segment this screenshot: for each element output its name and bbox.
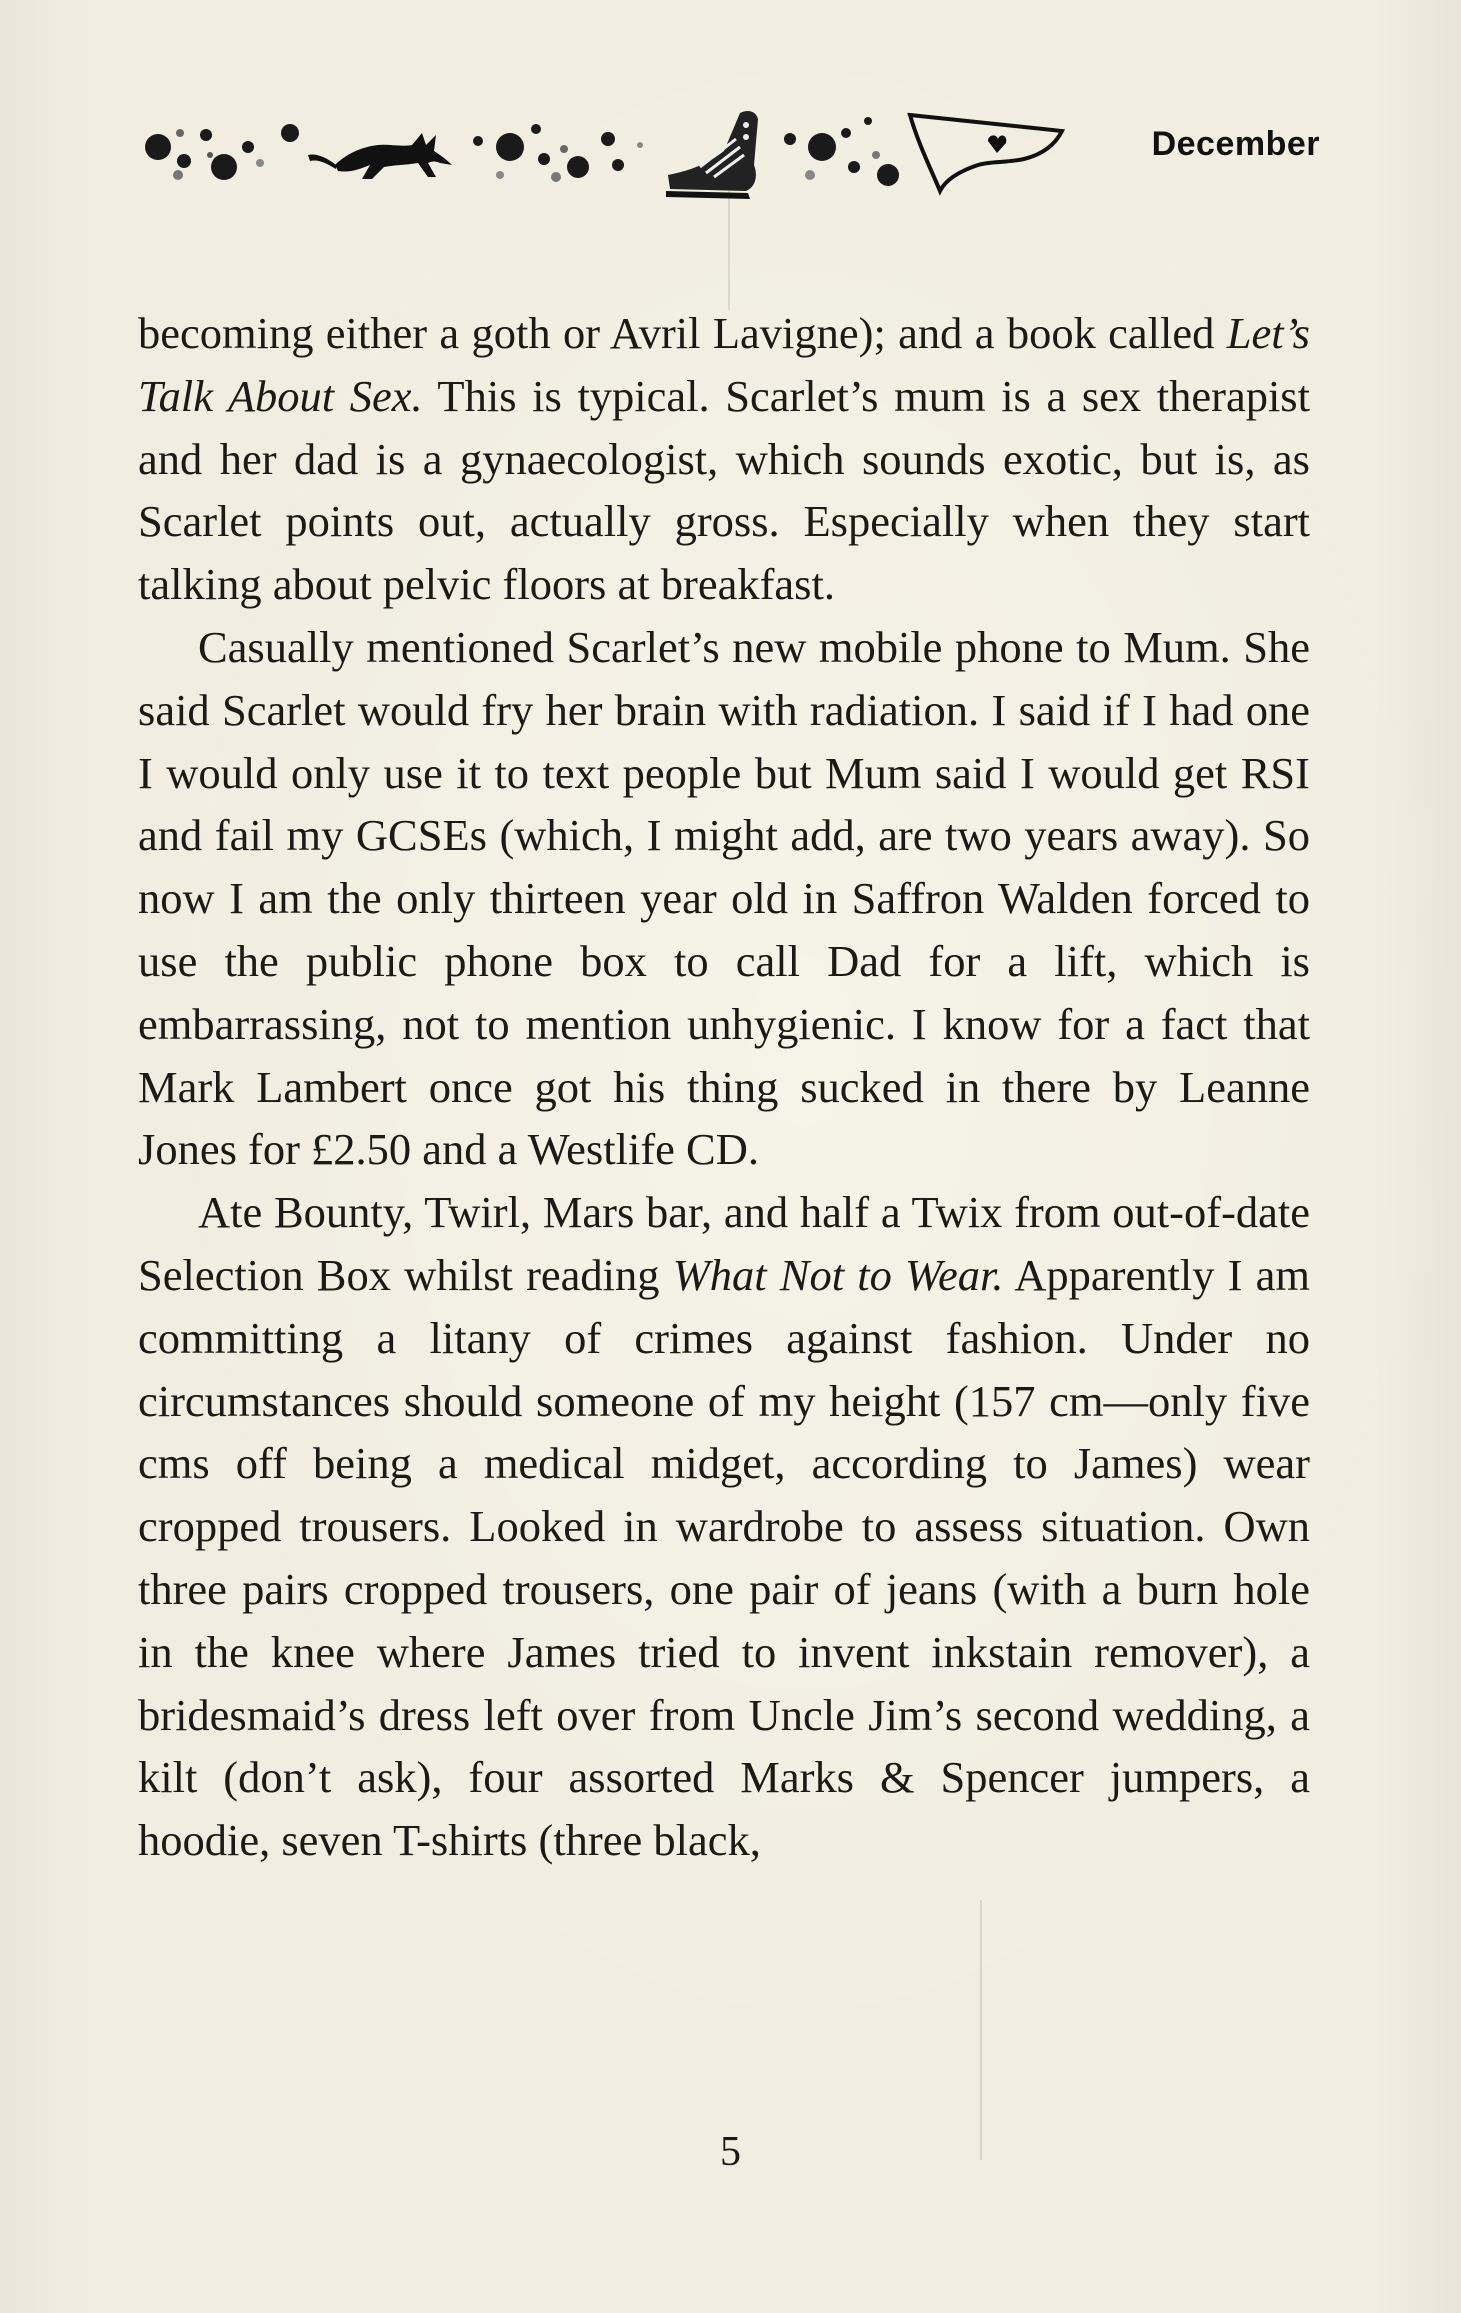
body-text <box>138 302 1310 1872</box>
book-title: What Not to Wear. <box>672 1249 1004 1300</box>
header-ornament <box>140 95 1100 205</box>
text-run: Casually mentioned Scarlet’s new mobile phone to Mum. She said Scarlet would fry her brain with radiation. I said if I had one I would only use it to text people but Mum said I would get RSI and fail my GCSEs (which, I might add, are two years away). So now I am the only thirteen year old in Saffron Walden forced to use the public phone box to call Dad for a lift, which is embarrassing, not to mention unhygienic. I know for a fact that Mark Lambert once got his thing sucked in there by Leanne Jones for £2.50 and a Westlife CD. <box>138 621 1310 1175</box>
running-cat-icon <box>308 133 452 179</box>
paragraph <box>138 616 1310 1181</box>
paper-mark <box>980 1900 982 2160</box>
text-run: becoming either a goth or Avril Lavigne); and a book called <box>138 308 1227 358</box>
running-header <box>140 95 1320 205</box>
text-run: Apparently I am committing a litany of crimes against fashion. Under no circumstances should someone of my height (157 cm—only five cms off being a medical midget, according to James) wear cropped trousers. Looked in wardrobe to assess situation. Own three pairs cropped trousers, one pair of jeans (with a burn hole in the knee where James tried to invent inkstain remover), a bridesmaid’s dress left over from Uncle Jim’s second wedding, a kilt (don’t ask), four assorted Marks & Spencer jumpers, a hoodie, seven T-shirts (three black, <box>138 1249 1310 1866</box>
text-run: This is typical. Scarlet’s mum is a sex therapist and her dad is a gynaecologist, which sounds exotic, but is, as Scarlet points out, actually gross. Especially when they start talking about pelvic floors at breakfast. <box>138 370 1310 610</box>
dots-cluster-icon <box>784 117 899 186</box>
text-run: Ate Bounty, Twirl, Mars bar, and half a Twix from out-of-date Selection Box whilst reading <box>138 1187 1310 1300</box>
section-title: December <box>1151 125 1320 163</box>
dots-cluster-icon <box>145 124 299 180</box>
paragraph <box>138 1181 1310 1872</box>
book-title: Let’s Talk About Sex. <box>138 308 1310 421</box>
underwear-heart-icon <box>910 115 1062 191</box>
paper-mark <box>728 190 730 310</box>
dots-cluster-icon <box>473 124 643 182</box>
sneaker-icon <box>666 111 758 199</box>
paragraph <box>138 302 1310 616</box>
page-number: 5 <box>720 2129 741 2175</box>
